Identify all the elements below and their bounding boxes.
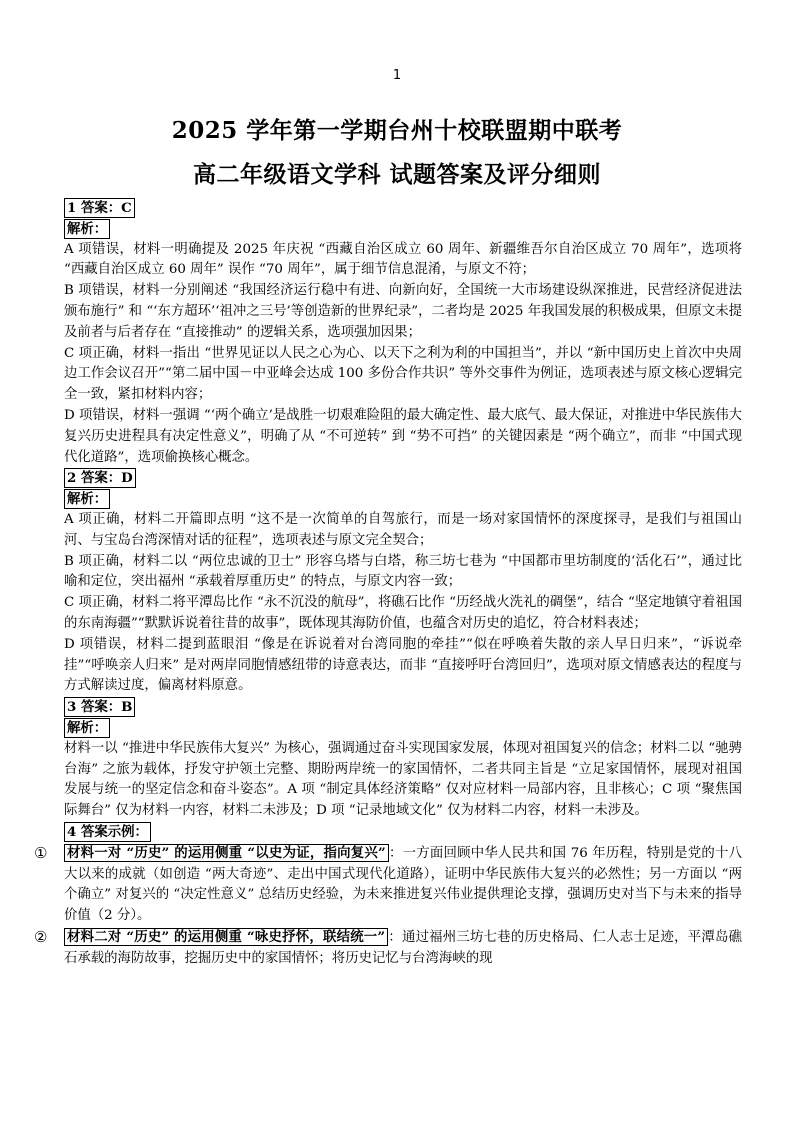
q2-option-b: B 项正确，材料二以 “两位忠诚的卫士” 形容乌塔与白塔，称三坊七巷为 “中国都市里坊制度的‘活化石’”，通过比喻和定位，突出福州 “承载着厚重历史” 的特点，与原文内容一致； [64,553,742,590]
q2-option-a: A 项正确，材料二开篇即点明 “这不是一次简单的自驾旅行，而是一场对家国情怀的深度探寻，是我们与祖国山河、与宝岛台湾深情对话的征程”，选项表述与原文完全契合； [64,511,742,548]
q1-option-c: C 项正确，材料一指出 “世界见证以人民之心为心、以天下之利为利的中国担当”，并以 “新中国历史上首次中央周边工作会议召开”“第二届中国－中亚峰会达成 100 多份合作共识” 等外交事件为例证，选项表述与原文核心逻辑完全一致，紧扣材料内容； [64,345,742,403]
document-title: 2025 学年第一学期台州十校联盟期中联考 [171,117,623,144]
q4-item-1-number: ① [34,843,48,862]
q2-option-c: C 项正确，材料二将平潭岛比作 “永不沉没的航母”，将礁石比作 “历经战火洗礼的碉堡”，结合 “坚定地镇守着祖国的东南海疆”“默默诉说着往昔的故事”，既体现其海防价值，也蕴含对历史的追忆，符合材料表述； [64,595,742,631]
q4-answer-label: 4 答案示例： [64,822,151,842]
document-subtitle: 高二年级语文学科 试题答案及评分细则 [192,161,601,188]
q2-answer-label: 2 答案：D [64,468,136,488]
q4-item-2-number: ② [34,927,48,946]
q4-item-2-text: ：通过福州三坊七巷的历史格局、仁人志士足迹，平潭岛礁石承载的海防故事，挖掘历史中的家国情怀；将历史记忆与台湾海峡的现 [64,929,743,966]
q3-analysis-label: 解析： [64,718,110,738]
q1-option-b: B 项错误，材料一分别阐述 “我国经济运行稳中有进、向新向好，全国统一大市场建设纵深推进，民营经济促进法颁布施行” 和 “‘东方超环’‘祖冲之三号’等创造新的世界纪录”，二者均是 2025 年我国发展的积极成果，但原文未提及前者与后者存在 “直接推动” 的逻辑关系，选项强加因果； [64,283,742,340]
q1-answer-label: 1 答案：C [64,198,135,218]
q1-analysis-label: 解析： [64,219,110,239]
q2-option-d: D 项错误，材料二提到蓝眼泪 “像是在诉说着对台湾同胞的牵挂”“似在呼唤着失散的亲人早日归来”，“诉说牵挂”“呼唤亲人归来” 是对两岸同胞情感纽带的诗意表达，而非 “直接呼吁台湾回归”，选项对原文情感表达的程度与方式解读过度，偏离材料原意。 [64,636,742,694]
q1-option-a: A 项错误，材料一明确提及 2025 年庆祝 “西藏自治区成立 60 周年、新疆维吾尔自治区成立 70 周年”，选项将 “西藏自治区成立 60 周年” 误作 “70 周年”，属于细节信息混淆，与原文不符； [64,241,742,278]
q4-item-1-heading: 材料一对 “历史” 的运用侧重 “以史为证，指向复兴” [64,844,389,862]
answer-body [34,198,743,969]
q4-item-1 [34,843,742,927]
q3-answer-label: 3 答案：B [64,697,135,717]
q2-analysis-label: 解析： [64,489,110,509]
q4-item-2 [34,927,743,970]
page-number: 1 [392,68,402,83]
q1-option-d: D 项错误，材料一强调 “‘两个确立’是战胜一切艰难险阻的最大确定性、最大底气、最大保证，对推进中华民族伟大复兴历史进程具有决定性意义”，明确了从 “不可逆转” 到 “势不可挡” 的关键因素是 “两个确立”，而非 “中国式现代化道路”，选项偷换核心概念。 [64,407,742,465]
q4-item-2-heading: 材料二对 “历史” 的运用侧重 “咏史抒怀，联结统一” [64,928,388,946]
q3-analysis-text: 材料一以 “推进中华民族伟大复兴” 为核心，强调通过奋斗实现国家发展，体现对祖国复兴的信念；材料二以 “驰骋台海” 之旅为载体，抒发守护领土完整、期盼两岸统一的家国情怀，二者共同主旨是 “立足家国情怀，展现对祖国发展与统一的坚定信念和奋斗姿态”。A 项 “制定具体经济策略” 仅对应材料一局部内容，且非核心；C 项 “聚焦国际舞台” 仅为材料一内容，材料二未涉及；D 项 “记录地域文化” 仅为材料二内容，材料一未涉及。 [64,740,742,819]
q4-item-1-text: ：一方面回顾中华人民共和国 76 年历程，特别是党的十八大以来的成就（如创造 “两大奇迹”、走出中国式现代化道路），证明中华民族伟大复兴的必然性；另一方面以 “两个确立” 对复兴的 “决定性意义” 总结历史经验，为未来推进复兴伟业提供理论支撑，强调历史对当下与未来的指导价值（2 分）。 [64,845,742,924]
